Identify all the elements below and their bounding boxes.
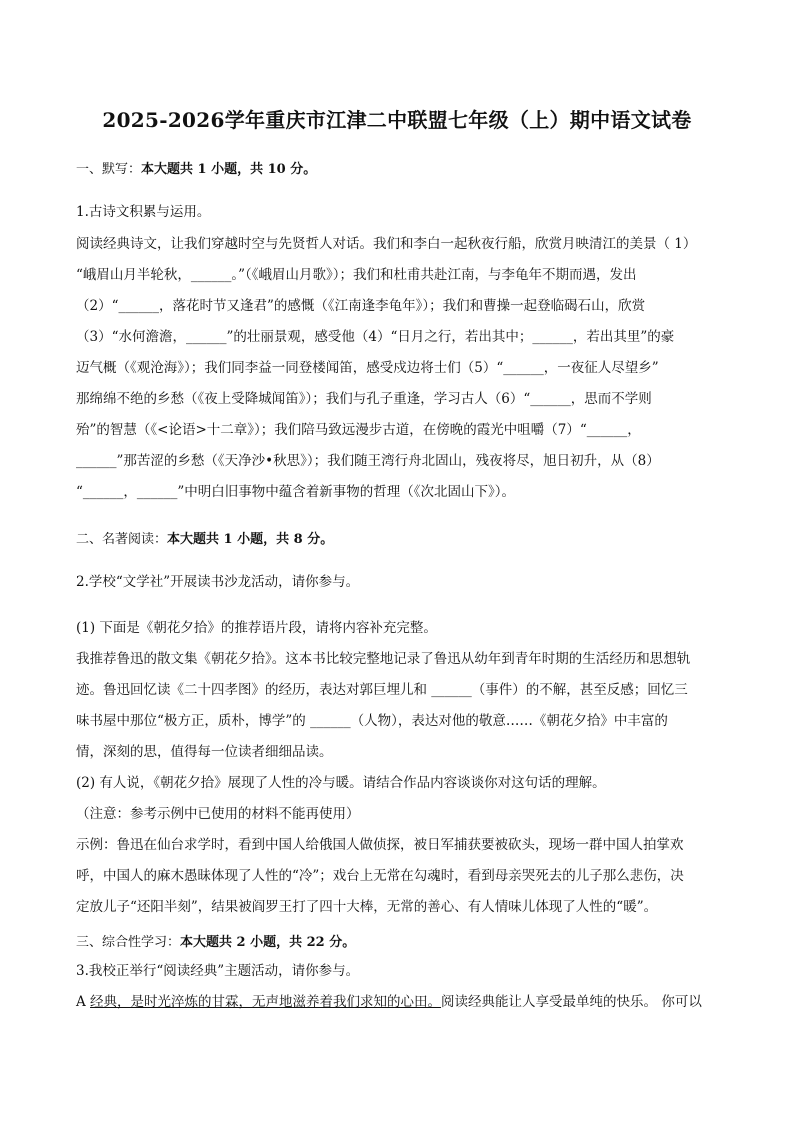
q2-sub2: (2) 有人说，《朝花夕拾》展现了人性的冷与暖。请结合作品内容谈谈你对这句话的理解。: [76, 775, 606, 791]
q3-underlined-text: 经典，是时光淬炼的甘霖，无声地滋养着我们求知的心田。: [90, 994, 442, 1010]
page-title: 2025-2026学年重庆市江津二中联盟七年级（上）期中语文试卷: [102, 108, 692, 132]
section-3-header: [76, 931, 355, 950]
q2-example-line: 定放儿子“还阳半刻”，结果被阎罗王打了四十大棒，无常的善心、有人情味儿体现了人性的“暖”。: [76, 899, 658, 915]
q2-line: 情，深刻的思，值得每一位读者细细品读。: [76, 744, 333, 760]
section-prefix: 一、默写：: [76, 162, 142, 177]
section-score: 本大题共 1 小题，共 10 分。: [141, 162, 317, 177]
section-score: 本大题共 2 小题，共 22 分。: [180, 935, 356, 950]
section-prefix: 二、名著阅读：: [76, 532, 168, 547]
q2-example-line: 呼，中国人的麻木愚昧体现了人性的“冷”；戏台上无常在勾魂时，看到母亲哭死去的儿子那么悲伤，决: [76, 868, 684, 884]
q1-line: “______，______”中明白旧事物中蕴含着新事物的哲理（《次北固山下》）。: [76, 484, 516, 500]
q2-line: 迹。鲁迅回忆读《二十四孝图》的经历，表达对郭巨埋儿和 ______（事件）的不解，甚至反感；回忆三: [76, 682, 688, 698]
q1-line: “峨眉山月半轮秋，______。”（《峨眉山月歌》）；我们和杜甫共赴江南，与李龟年不期而遇，发出: [76, 267, 637, 283]
q1-line: 迈气概（《观沧海》）；我们同李益一同登楼闻笛，感受戍边将士们（5）“______，一夜征人尽望乡”: [76, 360, 659, 376]
q3-line: [76, 993, 702, 1011]
question-1-heading: 1.古诗文积累与运用。: [76, 204, 211, 220]
q2-sub1: (1) 下面是《朝花夕拾》的推荐语片段，请将内容补充完整。: [76, 620, 437, 636]
section-score: 本大题共 1 小题，共 8 分。: [167, 532, 334, 547]
q2-example-line: 示例：鲁迅在仙台求学时，看到中国人给俄国人做侦探，被日军捕获要被砍头，现场一群中国人拍掌欢: [76, 837, 684, 853]
section-prefix: 三、综合性学习：: [76, 935, 181, 950]
q3-line-prefix: A: [76, 994, 91, 1010]
q1-line: （3）“水何澹澹，______”的壮丽景观，感受他（4）“日月之行，若出其中；______，若出其里”的豪: [76, 329, 675, 345]
q2-line: 我推荐鲁迅的散文集《朝花夕拾》。这本书比较完整地记录了鲁迅从幼年到青年时期的生活经历和思想轨: [76, 651, 691, 667]
question-2-heading: 2.学校“文学社”开展读书沙龙活动，请你参与。: [76, 574, 360, 590]
q1-line: ______”那苦涩的乡愁（《天净沙•秋思》）；我们随王湾行舟北固山，残夜将尽，旭日初升，从（8）: [76, 453, 660, 469]
q1-line: 阅读经典诗文，让我们穿越时空与先贤哲人对话。我们和李白一起秋夜行船，欣赏月映清江的美景（ 1）: [76, 236, 697, 252]
q2-line: 味书屋中那位“极方正，质朴，博学”的 ______（人物），表达对他的敬意……《朝花夕拾》中丰富的: [76, 713, 668, 729]
q1-line: 殆”的智慧（《<论语>十二章》）；我们陪马致远漫步古道，在傍晚的霞光中咀嚼（7）“______，: [76, 422, 641, 438]
q2-note: （注意：参考示例中已使用的材料不能再使用）: [76, 806, 360, 822]
q1-line: 那绵绵不绝的乡愁（《夜上受降城闻笛》）；我们与孔子重逢，学习古人（6）“______，思而不学则: [76, 391, 652, 407]
q1-line: （2）“______，落花时节又逢君”的感慨（《江南逢李龟年》）；我们和曹操一起登临碣石山，欣赏: [76, 298, 646, 314]
q3-line-rest: 阅读经典能让人享受最单纯的快乐。 你可以: [441, 994, 702, 1010]
question-3-heading: 3.我校正举行“阅读经典”主题活动，请你参与。: [76, 963, 360, 979]
section-1-header: [76, 158, 316, 177]
section-2-header: [76, 528, 333, 547]
